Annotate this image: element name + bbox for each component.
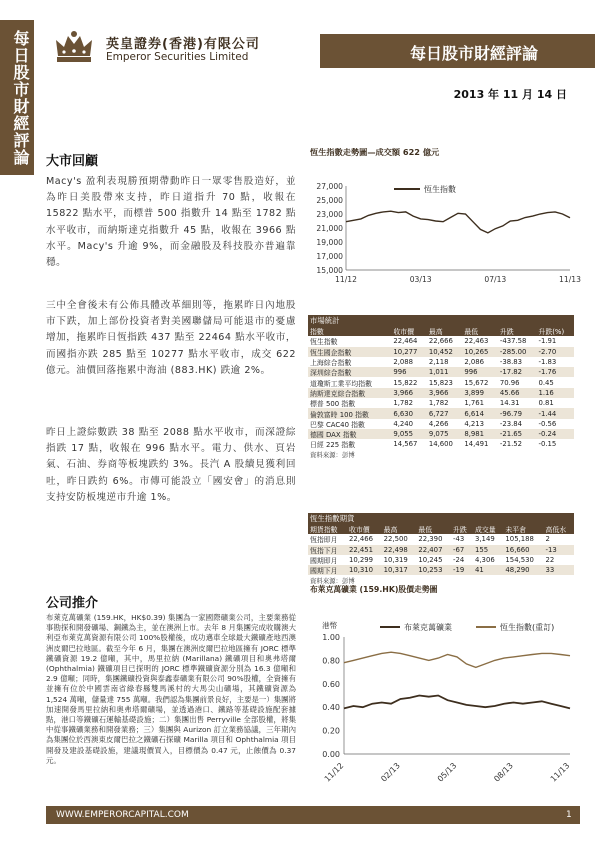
side-title: 每日股市財經評論: [11, 30, 30, 166]
y-tick-label: 0.20: [322, 726, 340, 736]
table-cell: 15,672: [464, 378, 489, 387]
column-header: 收市價: [347, 524, 382, 534]
table-cell: 10,253: [416, 565, 451, 575]
x-tick-label: 11/12: [322, 761, 346, 784]
x-tick-label: 08/13: [492, 761, 515, 784]
table-cell: 8,981: [462, 429, 498, 439]
table-cell: 3,149: [474, 535, 495, 544]
page-number: 1: [566, 810, 572, 820]
table-cell: 1,011: [427, 367, 463, 377]
y-tick-label: 0.40: [322, 703, 340, 713]
table-cell: 恆指下月: [308, 545, 347, 555]
table-cell: 10,317: [382, 565, 417, 575]
table-cell: 1.16: [536, 388, 574, 398]
table-cell: 14,491: [464, 440, 489, 449]
table-row: [308, 336, 574, 346]
table-cell: 22,500: [383, 535, 408, 544]
futures-table: [308, 513, 574, 586]
table-cell: 996: [462, 367, 498, 377]
table-cell: 10,310: [347, 565, 382, 575]
table-cell: -1.91: [538, 337, 557, 346]
table-cell: 22,498: [382, 545, 417, 555]
table-row: [308, 565, 574, 575]
company-name-en: Emperor Securities Limited: [106, 51, 249, 63]
table-cell: 154,530: [505, 556, 534, 565]
table-row: [308, 419, 574, 429]
table-row: [308, 347, 574, 357]
table-cell: 標普 500 指數: [310, 400, 356, 409]
y-tick-label: 1.00: [322, 633, 340, 642]
table-cell: 105,188: [505, 535, 534, 544]
table-cell: -21.52: [499, 440, 523, 449]
table-cell: -285.00: [498, 347, 537, 357]
table-cell: 倫敦富時 100 指數: [308, 408, 391, 418]
table-cell: -67: [451, 545, 473, 555]
table-cell: -1.83: [538, 358, 557, 367]
column-header: 高低水: [544, 524, 574, 534]
y-tick-label: 17,000: [316, 252, 343, 261]
y-tick-label: 19,000: [316, 238, 343, 247]
column-header: 升跌: [498, 326, 537, 336]
table-cell: 巴黎 CAC40 指數: [310, 420, 365, 429]
table-cell: 1,782: [428, 399, 449, 408]
table-cell: 15,822: [393, 378, 418, 387]
table-cell: 22: [545, 556, 555, 565]
table-cell: 22,464: [393, 337, 418, 346]
table-cell: 22,466: [348, 535, 374, 544]
market-review-title: 大市回顧: [46, 154, 99, 169]
table-cell: 10,299: [348, 556, 374, 565]
table-cell: -96.79: [498, 408, 537, 418]
table-cell: 國期即月: [310, 557, 338, 566]
table-cell: -23.84: [499, 419, 523, 428]
table-cell: 4,306: [474, 556, 495, 565]
table-cell: 德國 DAX 指數: [308, 429, 391, 439]
y-axis-label: 港幣: [322, 621, 338, 630]
column-header: 指數: [308, 326, 391, 336]
table-cell: 深圳綜合指數: [308, 367, 391, 377]
table-cell: 22,463: [464, 337, 489, 346]
y-tick-label: 25,000: [316, 196, 343, 205]
table-row: [308, 534, 574, 544]
table-cell: 9,055: [391, 429, 427, 439]
table-cell: 16,660: [503, 545, 543, 555]
table-cell: 15,823: [428, 378, 453, 387]
table-cell: 國期下月: [308, 565, 347, 575]
table-cell: -21.65: [498, 429, 537, 439]
website-link[interactable]: WWW.EMPERORCAPITAL.COM: [56, 810, 189, 820]
table-cell: 14.31: [499, 399, 520, 408]
column-header: 最高: [382, 524, 417, 534]
table-cell: 日經 225 指數: [310, 441, 356, 450]
y-tick-label: 15,000: [316, 266, 343, 275]
hsi-chart-title: 恆生指數走勢圖—成交額 622 億元: [310, 147, 440, 157]
x-tick-label: 11/13: [548, 761, 572, 784]
report-title: 每日股市財經評論: [410, 44, 539, 63]
table-cell: 6,630: [391, 408, 427, 418]
table-cell: -19: [451, 565, 473, 575]
company-name-cn: 英皇證券(香港)有限公司: [106, 37, 260, 52]
y-tick-label: 0.00: [322, 750, 340, 759]
table-cell: 0.45: [538, 378, 554, 387]
x-tick-label: 07/13: [484, 275, 507, 284]
table-cell: 33: [544, 565, 574, 575]
table-cell: 1,782: [393, 399, 414, 408]
table-row: [308, 439, 574, 449]
y-tick-label: 0.80: [322, 656, 340, 666]
column-header: 成交量: [473, 524, 503, 534]
series-line-hsi: [346, 211, 570, 233]
table-cell: 道瓊斯工業平均指數: [310, 379, 373, 388]
table-cell: -24: [453, 556, 465, 565]
table-cell: 22,451: [347, 545, 382, 555]
table-cell: -0.56: [538, 419, 557, 428]
table-cell: 4,213: [464, 419, 485, 428]
table-cell: -17.82: [498, 367, 537, 377]
table-cell: 2,088: [393, 358, 414, 367]
hsi-line-chart: [308, 172, 581, 294]
table-cell: 4,266: [428, 419, 449, 428]
table-cell: 14,600: [428, 440, 453, 449]
series-line-hsi-rebased: [344, 652, 570, 667]
table-cell: 996: [391, 367, 427, 377]
table-source: 資料來源：彭博: [310, 451, 355, 460]
table-cell: -1.44: [536, 408, 574, 418]
company-profile-text: 布萊克萬礦業 (159.HK，HK$0.39) 集團為一家國際礦業公司，主要業務從事勘探和開發礦場、鋼鐵為主，並在澳洲上市。去年 8 月集團完成收購澳大利亞布萊克萬資源有限公司 100%股權後，成功邁車全球最大鐵礦產地西澳洲皮爾巴拉地區。截至今年 6 月，集團在澳洲皮爾巴拉地區擁有 JORC 標準鐵礦資源 19.2 億噸，其中，馬里拉納 (Marillana) 鐵礦項目和奧弗塔爾 (Ophthalmia) 鐵礦項目已探明的 JORC 標準鐵礦資源分別為 16.3 億噸和 2.9 億噸；同時，集團鐵礦投資與泰鑫泰礦業有限公司 90%股權，全資擁有並擁有位於中國雲南省綠春縣雙馬溪村的大馬尖山礦場，其鐵礦資源為 1,524 萬噸，儲量達 755 萬噸。我們認為集團前景良好，主要是一）集團將加速開發馬里拉納和奧弗塔爾礦場，並透過港口、鐵路等基礎設施配套據點，港口等鐵礦石運輸基礎設施；二）集團出售 Perryville 全部股權，將集中從事鐵礦業務和開發業務；三）集團與 Aurizon 訂立業務協議，三年期內為集團位於西澳東皮爾巴拉之鐵礦石探礦 Marilla 項目和 Ophthalmia 項目開發及建設基礎設施，建議現價買入，目標價為 0.47 元，止蝕價為 0.37 元。: [46, 613, 296, 765]
table-cell: 22,666: [428, 337, 453, 346]
table-cell: 22,407: [416, 545, 451, 555]
market-stats-table: [308, 315, 574, 460]
table-cell: 10,319: [383, 556, 408, 565]
table-cell: -437.58: [499, 337, 527, 346]
legend-label: 布萊克萬礦業: [404, 623, 452, 632]
crown-logo-icon: [53, 30, 95, 64]
stock-chart-title: 布萊克萬礦業 (159.HK)股價走勢圖: [310, 585, 438, 594]
table-row: [308, 367, 574, 377]
table-cell: -13: [544, 545, 574, 555]
table-cell: 3,966: [391, 388, 427, 398]
table-cell: 上海綜合指數: [310, 359, 352, 368]
table-cell: 70.96: [499, 378, 520, 387]
table-cell: -0.24: [536, 429, 574, 439]
table-row: [308, 545, 574, 555]
table-row: [308, 429, 574, 439]
company-profile-title: 公司推介: [46, 596, 99, 611]
table-cell: -38.83: [499, 358, 523, 367]
column-header: 期貨指數: [308, 524, 347, 534]
x-tick-label: 03/13: [409, 275, 432, 284]
market-review-paragraph: 昨日上證綜數跌 38 點至 2088 點水平收市，而深證綜指跌 17 點，收報在 996 點水平。電力、供水、頁岩氣、石油、券商等板塊跌約 3%。長汽 A 股續見獲利回吐，昨日跌約 6%。市傳可能設立「國安會」的消息則支持安防板塊逆市升逾 1%。: [46, 427, 296, 503]
table-cell: 14,567: [393, 440, 418, 449]
market-review-paragraph: 三中全會後未有公佈具體改革細則等，拖累昨日內地股市下跌，加上部份投資者對美國聯儲局可能退市的憂慮增加，拖累昨日恆指跌 437 點至 22464 點水平收市，而國指亦跌 285 點至 10277 點水平收市，成交 622 億元。油價回落拖累中海油 (883.HK) 跌逾 2%。: [46, 300, 296, 376]
column-header: 升跌(%): [536, 326, 574, 336]
y-tick-label: 21,000: [316, 224, 343, 233]
column-header: 最低: [462, 326, 498, 336]
table-cell: 6,727: [427, 408, 463, 418]
legend-label: 恆生指數: [424, 185, 456, 194]
table-row: [308, 388, 574, 398]
table-row: [308, 377, 574, 387]
x-tick-label: 05/13: [435, 761, 459, 784]
table-cell: -0.15: [538, 440, 557, 449]
table-cell: 恆生指數: [310, 338, 338, 347]
table-cell: 2,086: [464, 358, 485, 367]
table-cell: -2.70: [536, 347, 574, 357]
column-header: 最低: [416, 524, 451, 534]
table-cell: 45.66: [498, 388, 537, 398]
table-source: 資料來源：彭博: [310, 577, 355, 586]
table-cell: 3,899: [462, 388, 498, 398]
table-cell: 6,614: [462, 408, 498, 418]
table-cell: 3,966: [427, 388, 463, 398]
table-cell: 10,452: [427, 347, 463, 357]
series-line-stock: [344, 696, 570, 709]
y-tick-label: 0.60: [322, 679, 340, 689]
table-cell: 155: [473, 545, 503, 555]
table-cell: 10,277: [391, 347, 427, 357]
table-cell: 41: [473, 565, 503, 575]
table-cell: 恆指即月: [310, 536, 338, 545]
x-tick-label: 02/13: [379, 761, 402, 784]
y-tick-label: 27,000: [316, 182, 343, 191]
table-row: [308, 555, 574, 565]
table-cell: 4,240: [393, 419, 414, 428]
table-cell: 48,290: [503, 565, 543, 575]
table-cell: 0.81: [538, 399, 554, 408]
table-cell: 2,118: [428, 358, 449, 367]
table-cell: 1,761: [464, 399, 485, 408]
table-cell: 22,390: [418, 535, 443, 544]
market-review-paragraph: Macy's 盈利表現勝預期帶動昨日一眾零售股造好，並為昨日美股帶來支持，昨日道指升 70 點，收報在 15822 點水平，而標普 500 指數升 14 點至 1782 點水平收市，而納斯達克指數升 45 點，收報在 3966 點水平。Macy's 升逾 9%，而金融股及科技股亦普遍靠穩。: [46, 176, 296, 269]
table-cell: 2: [545, 535, 550, 544]
stock-line-chart: [308, 597, 580, 797]
table-cell: 恆生國企指數: [308, 347, 391, 357]
x-tick-label: 11/13: [559, 275, 581, 284]
column-header: 升跌: [451, 524, 473, 534]
report-date: 2013 年 11 月 14 日: [453, 88, 567, 101]
table-row: [308, 398, 574, 408]
table-cell: 納斯達克綜合指數: [308, 388, 391, 398]
column-header: 未平倉: [503, 524, 543, 534]
x-tick-label: 11/12: [335, 275, 357, 284]
table-cell: -43: [453, 535, 465, 544]
futures-table-caption: 恆生指數期貨: [308, 513, 574, 524]
table-cell: 9,075: [427, 429, 463, 439]
market-table-caption: 市場統計: [308, 315, 574, 326]
table-cell: 10,265: [462, 347, 498, 357]
column-header: 最高: [427, 326, 463, 336]
table-cell: 10,245: [418, 556, 443, 565]
table-cell: -1.76: [536, 367, 574, 377]
column-header: 收市價: [391, 326, 427, 336]
y-tick-label: 23,000: [316, 210, 343, 219]
table-row: [308, 357, 574, 367]
table-row: [308, 408, 574, 418]
legend-label: 恆生指數(重訂): [500, 623, 555, 632]
